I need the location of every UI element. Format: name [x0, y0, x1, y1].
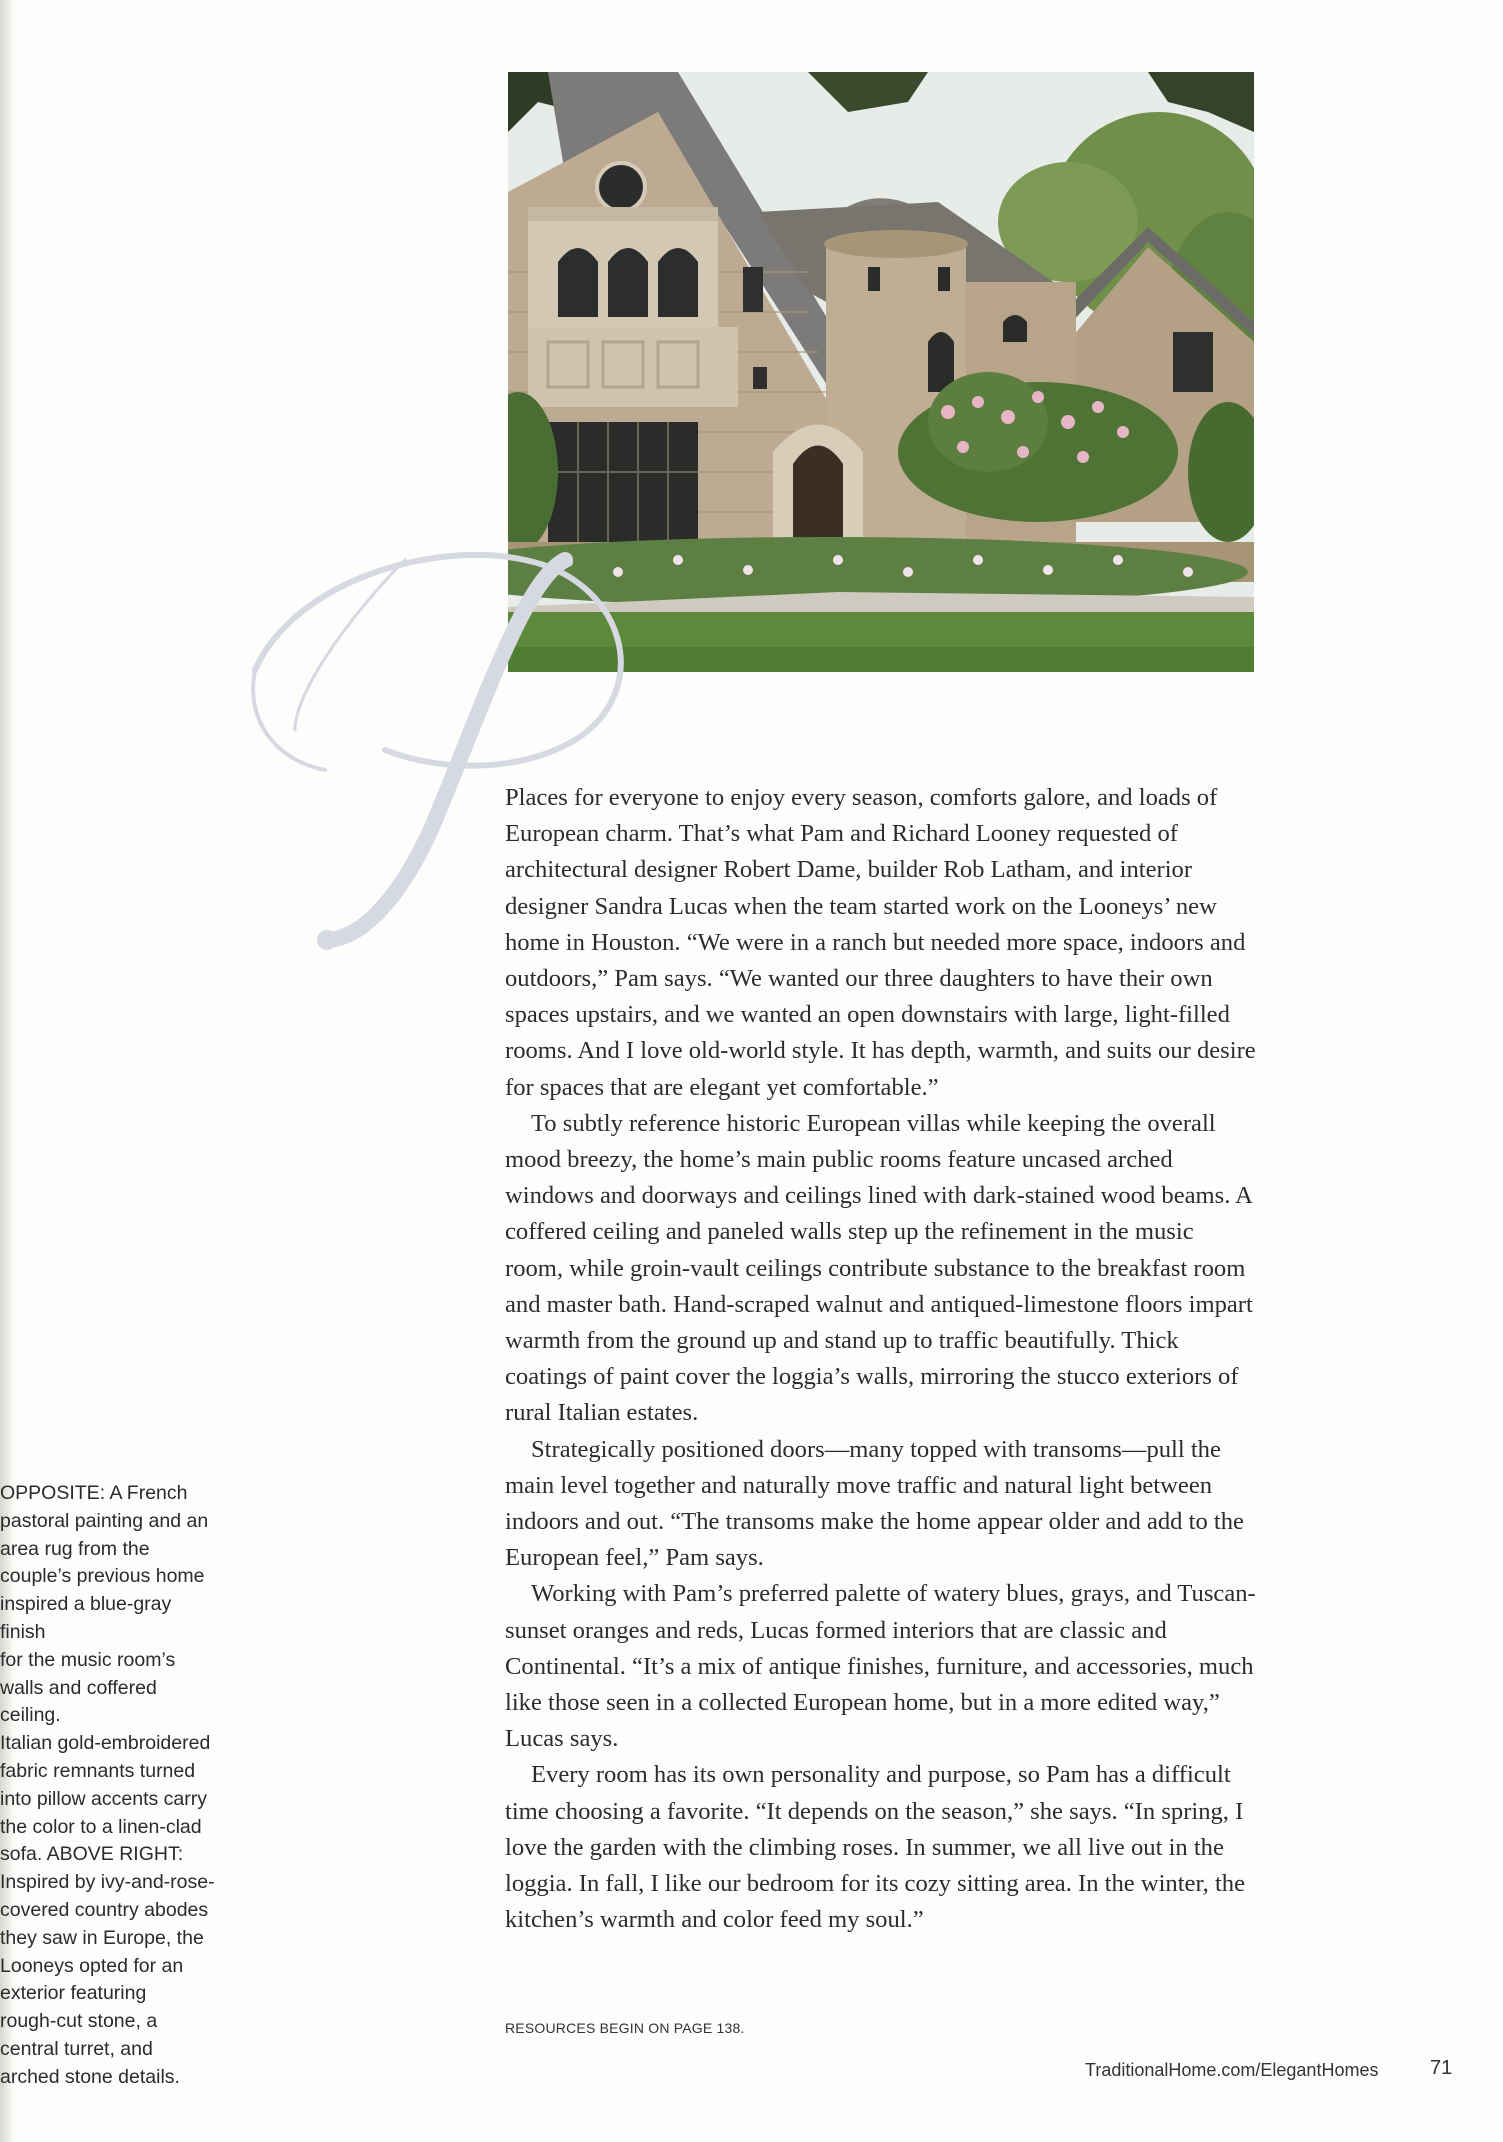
article-paragraph-4: Working with Pam’s preferred palette of watery blues, grays, and Tuscan-sunset oranges and reds, Lucas formed interiors that are classic and Continental. “It’s a mix of antique finishes, furniture, and accessories, much like those seen in a collected European home, but in a more edited way,” Lucas says.	[505, 1580, 1256, 1753]
article-body	[505, 780, 1257, 1939]
article-paragraph-5: Every room has its own personality and purpose, so Pam has a difficult time choosing a favorite. “It depends on the season,” she says. “In spring, I love the garden with the climbing roses. In summer, we all live out in the loggia. In fall, I like our bedroom for its cozy sitting area. In the winter, the kitchen’s warmth and color feed my soul.”	[505, 1761, 1246, 1934]
house-illustration	[508, 72, 1254, 672]
resources-note: RESOURCES BEGIN ON PAGE 138.	[505, 2020, 745, 2036]
page-number: 71	[1430, 2057, 1453, 2079]
article-paragraph-2: To subtly reference historic European villas while keeping the overall mood breezy, the home’s main public rooms feature uncased arched windows and doorways and ceilings lined with dark-stained wood beams. A coffered ceiling and paneled walls step up the refinement in the music room, while groin-vault ceilings contribute substance to the breakfast room and master bath. Hand-scraped walnut and antiqued-limestone floors impart warmth from the ground up and stand up to traffic beautifully. Thick coatings of paint cover the loggia’s walls, mirroring the stucco exteriors of rural Italian estates.	[505, 1109, 1253, 1427]
photo-caption: OPPOSITE: A French pastoral painting and an area rug from the couple’s previous home inspired a blue-gray finish for the music room’s walls and coffered ceiling. Italian gold-embroidered fabric remnants turned into pillow accents carry the color to a linen-clad sofa. ABOVE RIGHT: Inspired by ivy-and-rose- covered country abodes they saw in Europe, the Looneys opted for an exterior featuring rough-cut stone, a central turret, and arched stone details.	[0, 1482, 215, 2088]
article-paragraph-3: Strategically positioned doors—many topped with transoms—pull the main level together and naturally move traffic and natural light between indoors and out. “The transoms make the home appear older and add to the European feel,” Pam says.	[505, 1435, 1244, 1572]
article-paragraph-1: Places for everyone to enjoy every season, comforts galore, and loads of European charm. That’s what Pam and Richard Looney requested of architectural designer Robert Dame, builder Rob Latham, and interior designer Sandra Lucas when the team started work on the Looneys’ new home in Houston. “We were in a ranch but needed more space, indoors and outdoors,” Pam says. “We wanted our three daughters to have their own spaces upstairs, and we wanted an open downstairs with large, light-filled rooms. And I love old-world style. It has depth, warmth, and suits our desire for spaces that are elegant yet comfortable.”	[505, 784, 1256, 1101]
house-exterior-photo	[508, 72, 1254, 672]
footer-url: TraditionalHome.com/ElegantHomes	[1085, 2060, 1379, 2080]
